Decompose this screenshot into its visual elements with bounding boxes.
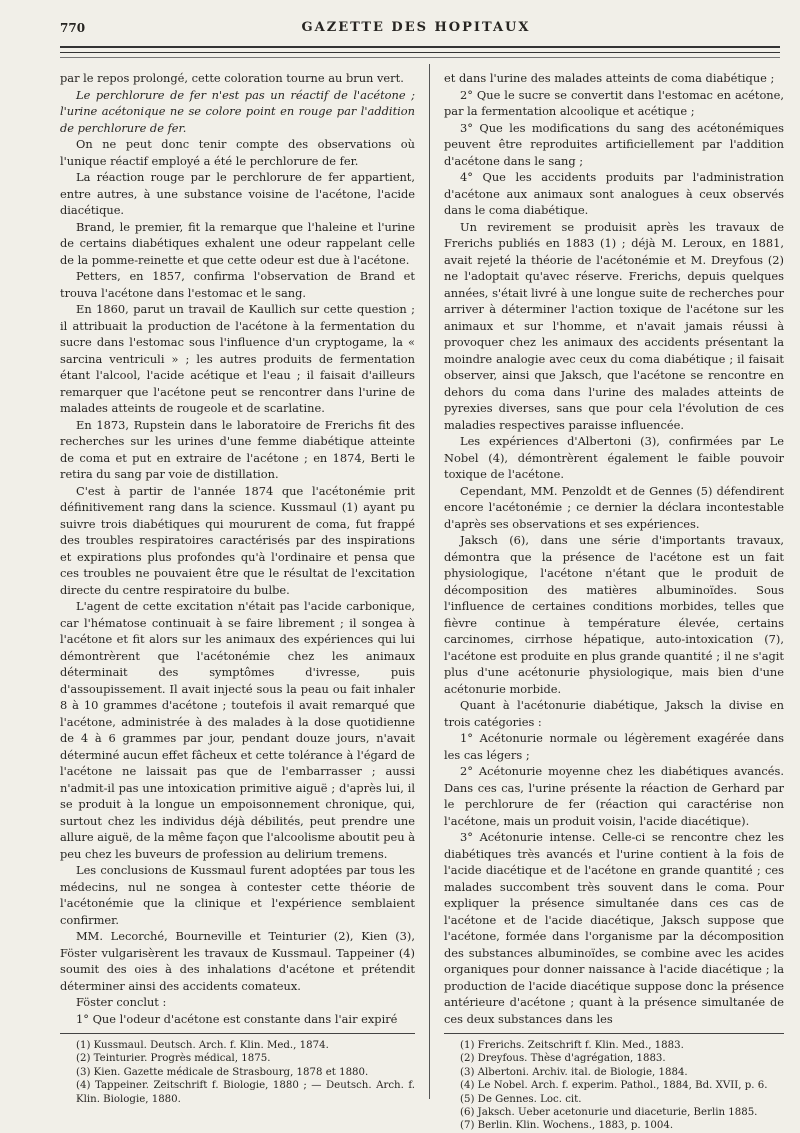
paragraph: Petters, en 1857, confirma l'observation de Brand et trouva l'acétone dans l'estomac et le sang. [60, 269, 415, 300]
paragraph: 3° Que les modifications du sang des acétonémiques peuvent être reproduites artificiellement par l'addition d'acétone dans le sang ; [444, 120, 784, 168]
footnote: (1) Frerichs. Zeitschrift f. Klin. Med., 1883. [460, 1040, 684, 1051]
footnote: (3) Kien. Gazette médicale de Strasbourg, 1878 et 1880. [76, 1066, 369, 1078]
footnote-rule [444, 1033, 784, 1034]
page-number: 770 [60, 21, 86, 35]
paragraph: 1° Acétonurie normale ou légèrement exagérée dans les cas légers ; [444, 731, 784, 762]
left-column [60, 70, 415, 1105]
paragraph: par le repos prolongé, cette coloration tourne au brun vert. [60, 71, 404, 85]
journal-title: GAZETTE DES HOPITAUX [301, 20, 531, 35]
footnote: (2) Dreyfous. Thèse d'agrégation, 1883. [460, 1053, 666, 1065]
paragraph: Föster conclut : [76, 995, 167, 1009]
right-column [444, 70, 784, 1132]
paragraph: Jaksch (6), dans une série d'importants travaux, démontra que la présence de l'acétone est un fait physiologique, l'acétone n'étant que le produit de décomposition des matières albuminoïdes. Sous l'influence de certaines conditions morbides, telles que fièvre continue à température élevée, certains carcinomes, cirrhose hépatique, auto-intoxication (7), l'acétone est produite en plus grande quantité ; il ne s'agit plus d'une acétonurie physiologique, mais bien d'une acétonurie morbide. [444, 533, 784, 696]
paragraph: C'est à partir de l'année 1874 que l'acétonémie prit définitivement rang dans la science. Kussmaul (1) ayant pu suivre trois diabétiques qui moururent de coma, fut frappé des troubles respiratoires caractérisés par des inspirations et expirations plus profondes qu'à l'ordinaire et pensa que ces troubles ne pouvaient être que le résultat de l'excitation directe du centre respiratoire du bulbe. [60, 483, 415, 597]
paragraph: Quant à l'acétonurie diabétique, Jaksch la divise en trois catégories : [444, 698, 784, 729]
footnote: (7) Berlin. Klin. Wochens., 1883, p. 1004. [460, 1120, 674, 1132]
footnote: (4) Le Nobel. Arch. f. experim. Pathol., 1884, Bd. XVII, p. 6. [460, 1080, 768, 1092]
paragraph: Cependant, MM. Penzoldt et de Gennes (5) défendirent encore l'acétonémie ; ce dernier la déclara incontestable d'après ses observations et ses expériences. [444, 483, 784, 531]
footnote: (5) De Gennes. Loc. cit. [460, 1093, 582, 1105]
paragraph: 4° Que les accidents produits par l'administration d'acétone aux animaux sont analogues à ceux observés dans le coma diabétique. [444, 170, 784, 217]
paragraph: Les expériences d'Albertoni (3), confirmées par Le Nobel (4), démontrèrent également le faible pouvoir toxique de l'acétone. [444, 434, 784, 481]
paragraph: L'agent de cette excitation n'était pas l'acide carbonique, car l'hématose continuait à se faire librement ; il songea à l'acétone et fit alors sur les animaux des expériences qui lui démontrèrent que l'acétonémie chez les animaux déterminait des symptômes d'ivresse, puis d'assoupissement. Il avait injecté sous la peau ou fait inhaler 8 à 10 grammes d'acétone ; toutefois il avait remarqué que l'acétone, administrée à des malades à la dose quotidienne de 4 à 6 grammes par jour, pendant douze jours, n'avait déterminé aucun effet fâcheux et cette tolérance à l'égard de l'acétone ne laissait pas que de l'embarrasser ; aussi n'admit-il pas une intoxication primitive aiguë ; d'après lui, il se produit à la longue un empoisonnement chronique, qui, surtout chez les individus déjà débilités, peut prendre une allure aiguë, de la même façon que l'alcoolisme aboutit peu à peu chez les buveurs de profession au delirium tremens. [60, 599, 415, 861]
paragraph: Brand, le premier, fit la remarque que l'haleine et l'urine de certains diabétiques exhalent une odeur rappelant celle de la pomme-reinette et que cette odeur est due à l'acétone. [60, 219, 415, 267]
paragraph-italic: Le perchlorure de fer n'est pas un réactif de l'acétone ; l'urine acétonique ne se colore point en rouge par l'addition de perchlorure de fer. [60, 87, 415, 135]
paragraph: 2° Acétonurie moyenne chez les diabétiques avancés. Dans ces cas, l'urine présente la réaction de Gerhard par le perchlorure de fer (réaction qui caractérise non l'acétone, mais un produit voisin, l'acide diacétique). [444, 764, 784, 828]
paragraph: Les conclusions de Kussmaul furent adoptées par tous les médecins, nul ne songea à contester cette théorie de l'acétonémie que la clinique et l'expérience semblaient confirmer. [60, 863, 415, 927]
paragraph: 1° Que l'odeur d'acétone est constante dans l'air expiré [76, 1011, 398, 1026]
header-rule-thin [60, 52, 780, 53]
paragraph: En 1873, Rupstein dans le laboratoire de Frerichs fit des recherches sur les urines d'une femme diabétique atteinte de coma et put en extraire de l'acétone ; en 1874, Berti le retira du sang par voie de distillation. [60, 417, 415, 481]
page-header [60, 18, 772, 40]
footnote: (2) Teinturier. Progrès médical, 1875. [76, 1053, 271, 1065]
footnote: (4) Tappeiner. Zeitschrift f. Biologie, 1880 ; — Deutsch. Arch. f. Klin. Biologie, 1880. [76, 1080, 415, 1105]
header-rule [60, 46, 780, 48]
paragraph: La réaction rouge par le perchlorure de fer appartient, entre autres, à une substance voisine de l'acétone, l'acide diacétique. [60, 170, 415, 217]
paragraph: 3° Acétonurie intense. Celle-ci se rencontre chez les diabétiques très avancés et l'urine contient à la fois de l'acide diacétique et de l'acétone en grande quantité ; ces malades succombent très souvent dans le coma. Pour expliquer la présence simultanée dans ces cas de l'acétone et de l'acide diacétique, Jaksch suppose que l'acétone, formée dans l'organisme par la décomposition des substances albuminoïdes, se combine avec les acides organiques pour donner naissance à l'acide diacétique ; la production de l'acide diacétique suppose donc la présence antérieure d'acétone ; quant à la présence simultanée de ces deux substances dans les [444, 830, 784, 1026]
paragraph: On ne peut donc tenir compte des observations où l'unique réactif employé a été le perchlorure de fer. [60, 137, 415, 168]
footnote: (3) Albertoni. Archiv. ital. de Biologie, 1884. [460, 1066, 688, 1078]
footnote-rule [60, 1033, 415, 1034]
paragraph: MM. Lecorché, Bourneville et Teinturier (2), Kien (3), Föster vulgarisèrent les travaux de Kussmaul. Tappeiner (4) soumit des oies à des inhalations d'acétone et prétendit déterminer ainsi des accidents comateux. [60, 929, 415, 993]
column-divider [429, 64, 430, 1099]
header-rule-light [60, 57, 780, 58]
paragraph: 2° Que le sucre se convertit dans l'estomac en acétone, par la fermentation alcoolique et acétique ; [444, 87, 784, 118]
paragraph: et dans l'urine des malades atteints de coma diabétique ; [444, 71, 775, 85]
paragraph: En 1860, parut un travail de Kaullich sur cette question ; il attribuait la production de l'acétone à la fermentation du sucre dans l'estomac sous l'influence d'un cryptogame, la « sarcina ventriculi » ; les autres produits de fermentation étant l'alcool, l'acide acétique et l'eau ; il faisait d'ailleurs remarquer que l'acétone peut se rencontrer dans l'urine de malades atteints de rougeole et de scarlatine. [60, 302, 415, 415]
paragraph: Un revirement se produisit après les travaux de Frerichs publiés en 1883 (1) ; déjà M. Leroux, en 1881, avait rejeté la théorie de l'acétonémie et M. Dreyfous (2) ne l'adoptait qu'avec réserve. Frerichs, depuis quelques années, s'était livré à une longue suite de recherches pour arriver à déterminer l'action toxique de l'acétone sur les animaux et sur l'homme, et n'avait jamais réussi à provoquer chez les animaux des accidents présentant la moindre analogie avec ceux du coma diabétique ; il faisait observer, ainsi que Jaksch, que l'acétone se rencontre en dehors du coma dans l'urine des malades atteints de pyrexies diverses, sans que pour cela l'évolution de ces maladies respectives paraisse influencée. [444, 219, 784, 432]
footnote: (6) Jaksch. Ueber acetonurie und diaceturie, Berlin 1885. [460, 1107, 758, 1119]
footnote: (1) Kussmaul. Deutsch. Arch. f. Klin. Med., 1874. [76, 1040, 329, 1051]
